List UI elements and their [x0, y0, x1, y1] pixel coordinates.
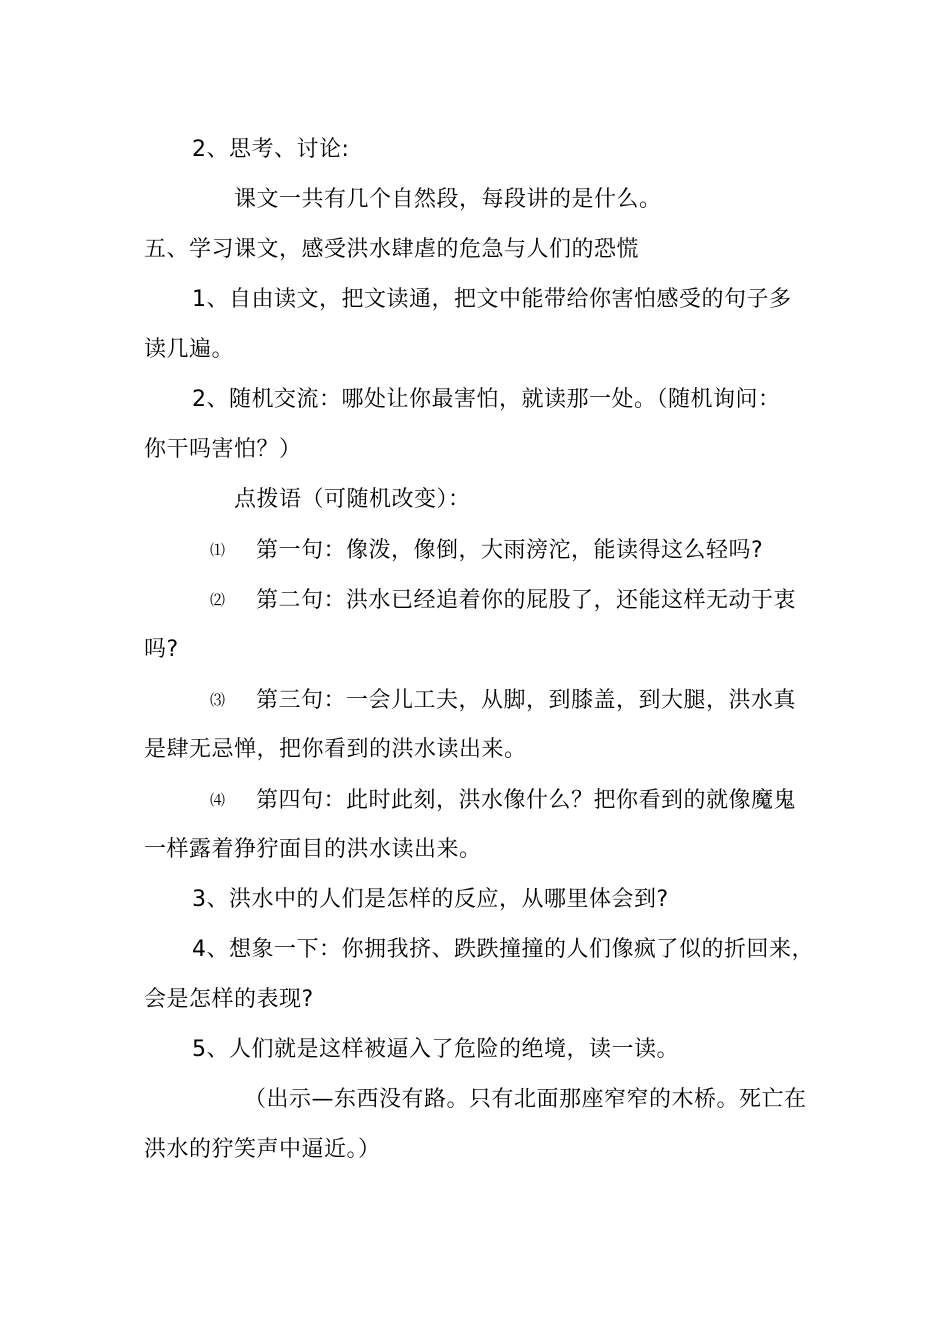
prompt-4 [210, 785, 796, 816]
prompt-3-continued: 是肆无忌惮，把你看到的洪水读出来。 [144, 737, 527, 762]
step-3: 3、洪水中的人们是怎样的反应，从哪里体会到? [192, 887, 669, 912]
section-5-heading: 五、学习课文，感受洪水肆虐的危急与人们的恐慌 [144, 237, 640, 262]
step-2-line-1: 2、随机交流：哪处让你最害怕，就读那一处。（随机询问： [192, 387, 781, 412]
step-4-line-2: 会是怎样的表现? [144, 987, 314, 1012]
step-4-line-1: 4、想象一下：你拥我挤、跌跌撞撞的人们像疯了似的折回来， [192, 937, 814, 962]
prompt-1 [210, 535, 763, 566]
prompt-heading: 点拨语（可随机改变）： [234, 487, 471, 512]
step-1-line-2: 读几遍。 [144, 337, 235, 362]
step-1-line-1: 1、自由读文，把文读通，把文中能带给你害怕感受的句子多 [192, 287, 792, 312]
display-text-line-2: 洪水的狞笑声中逼近。） [144, 1137, 381, 1162]
prompt-3-text: 第三句：一会儿工夫，从脚，到膝盖，到大腿，洪水真 [256, 688, 797, 713]
prompt-1-text: 第一句：像泼，像倒，大雨滂沱，能读得这么轻吗? [256, 538, 764, 563]
display-text-line-1: （出示—东西没有路。只有北面那座窄窄的木桥。死亡在 [244, 1087, 807, 1112]
marker-2: ⑵ [210, 591, 226, 609]
discussion-question: 课文一共有几个自然段，每段讲的是什么。 [234, 187, 662, 212]
prompt-3 [210, 685, 796, 716]
marker-4: ⑷ [210, 791, 226, 809]
prompt-2-continued: 吗? [144, 637, 179, 662]
prompt-4-continued: 一样露着狰狞面目的洪水读出来。 [144, 837, 482, 862]
step-5: 5、人们就是这样被逼入了危险的绝境，读一读。 [192, 1037, 679, 1062]
step-2-line-2: 你干吗害怕？） [144, 437, 302, 462]
prompt-4-text: 第四句：此时此刻，洪水像什么？把你看到的就像魔鬼 [256, 788, 797, 813]
prompt-2-text: 第二句：洪水已经追着你的屁股了，还能这样无动于衷 [256, 588, 797, 613]
prompt-2 [210, 585, 796, 616]
marker-3: ⑶ [210, 691, 226, 709]
marker-1: ⑴ [210, 541, 226, 559]
item-2-discussion: 2、思考、讨论: [192, 137, 350, 162]
